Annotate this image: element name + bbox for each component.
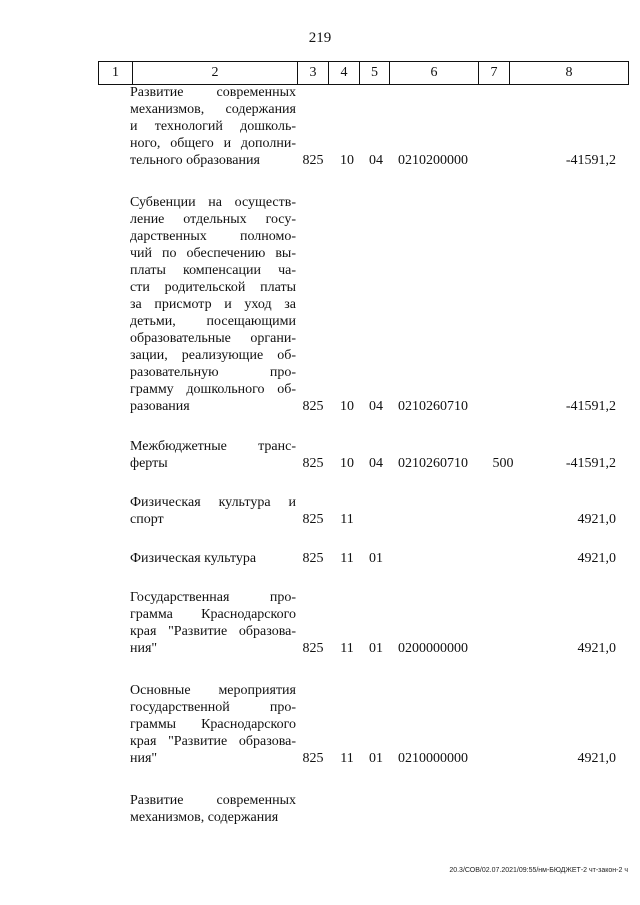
- cell-ministry-code: 825: [302, 551, 324, 566]
- cell-section-code: 11: [340, 512, 354, 527]
- cell-ministry-code: 825: [302, 512, 324, 527]
- description-line: Основные мероприятия: [130, 683, 296, 698]
- description-line: Межбюджетные транс-: [130, 439, 296, 454]
- description-line: образовательные органи-: [130, 331, 296, 346]
- description-line: механизмов, содержания: [130, 810, 279, 825]
- description-line: ния": [130, 751, 158, 766]
- row-description: [130, 194, 296, 415]
- cell-section-code: 11: [340, 551, 354, 566]
- cell-amount: 4921,0: [577, 512, 616, 527]
- description-line: платы компенсации ча-: [130, 263, 296, 278]
- cell-subsection-code: 01: [369, 551, 383, 566]
- cell-target-article-code: 0210200000: [398, 153, 468, 168]
- description-line: Развитие современных: [130, 793, 296, 808]
- cell-section-code: 11: [340, 751, 354, 766]
- cell-subsection-code: 04: [369, 153, 383, 168]
- column-header-8: 8: [510, 62, 629, 85]
- column-number-header: [98, 61, 629, 85]
- cell-ministry-code: 825: [302, 641, 324, 656]
- cell-amount: 4921,0: [577, 551, 616, 566]
- description-line: Физическая культура: [130, 551, 257, 566]
- cell-section-code: 10: [340, 399, 354, 414]
- cell-section-code: 11: [340, 641, 354, 656]
- description-line: механизмов, содержания: [130, 102, 296, 117]
- cell-amount: -41591,2: [565, 153, 616, 168]
- column-header-4: 4: [329, 62, 360, 85]
- cell-section-code: 10: [340, 153, 354, 168]
- description-line: детьми, посещающими: [130, 314, 296, 329]
- cell-subsection-code: 01: [369, 751, 383, 766]
- description-line: ного, общего и дополни-: [130, 136, 296, 151]
- cell-ministry-code: 825: [302, 153, 324, 168]
- cell-ministry-code: 825: [302, 399, 324, 414]
- column-header-1: 1: [99, 62, 133, 85]
- description-line: за присмотр и уход за: [130, 297, 296, 312]
- description-line: зации, реализующие об-: [130, 348, 296, 363]
- description-line: дарственных полномо-: [130, 229, 296, 244]
- description-line: ферты: [130, 456, 168, 471]
- cell-amount: -41591,2: [565, 456, 616, 471]
- cell-amount: 4921,0: [577, 751, 616, 766]
- cell-subsection-code: 04: [369, 399, 383, 414]
- description-line: грамму дошкольного об-: [130, 382, 296, 397]
- cell-expense-type-code: 500: [492, 456, 514, 471]
- row-description: [130, 792, 296, 826]
- description-line: разовательную про-: [130, 365, 296, 380]
- description-line: сти родительской платы: [130, 280, 296, 295]
- cell-target-article-code: 0200000000: [398, 641, 468, 656]
- description-line: грамма Краснодарского: [130, 607, 296, 622]
- column-header-7: 7: [479, 62, 510, 85]
- description-line: и технологий дошколь-: [130, 119, 296, 134]
- row-description: [130, 682, 296, 767]
- description-line: государственной про-: [130, 700, 296, 715]
- description-line: разования: [130, 399, 190, 414]
- description-line: ление отдельных госу-: [130, 212, 296, 227]
- cell-ministry-code: 825: [302, 456, 324, 471]
- description-line: чий по обеспечению вы-: [130, 246, 296, 261]
- description-line: спорт: [130, 512, 164, 527]
- description-line: Государственная про-: [130, 590, 296, 605]
- column-header-3: 3: [298, 62, 329, 85]
- description-line: ния": [130, 641, 158, 656]
- cell-target-article-code: 0210260710: [398, 456, 468, 471]
- description-line: Развитие современных: [130, 85, 296, 100]
- description-line: тельного образования: [130, 153, 260, 168]
- row-description: [130, 550, 296, 567]
- description-line: Физическая культура и: [130, 495, 296, 510]
- column-header-5: 5: [360, 62, 390, 85]
- cell-subsection-code: 04: [369, 456, 383, 471]
- description-line: граммы Краснодарского: [130, 717, 296, 732]
- description-line: Субвенции на осуществ-: [130, 195, 296, 210]
- cell-amount: -41591,2: [565, 399, 616, 414]
- row-description: [130, 84, 296, 169]
- document-footer-stamp: 20.3/СОВ/02.07.2021/09:55/нм-БЮДЖЕТ-2 чт-закон-2 ч: [449, 867, 628, 874]
- row-description: [130, 494, 296, 528]
- cell-subsection-code: 01: [369, 641, 383, 656]
- page-number: 219: [308, 30, 332, 46]
- row-description: [130, 438, 296, 472]
- row-description: [130, 589, 296, 657]
- cell-amount: 4921,0: [577, 641, 616, 656]
- column-header-6: 6: [390, 62, 479, 85]
- column-header-2: 2: [133, 62, 298, 85]
- description-line: края "Развитие образова-: [130, 624, 296, 639]
- cell-target-article-code: 0210000000: [398, 751, 468, 766]
- cell-target-article-code: 0210260710: [398, 399, 468, 414]
- cell-ministry-code: 825: [302, 751, 324, 766]
- description-line: края "Развитие образова-: [130, 734, 296, 749]
- cell-section-code: 10: [340, 456, 354, 471]
